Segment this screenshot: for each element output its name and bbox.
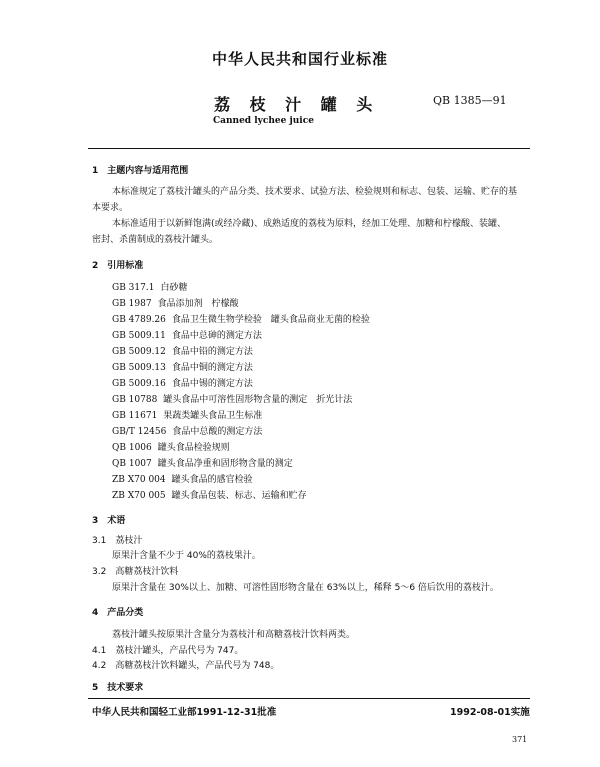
- section-4-para: 荔枝汁罐头按原果汁含量分为荔枝汁和高糖荔枝汁饮料两类。: [112, 630, 356, 640]
- term-3-2-definition: 原果汁含量在 30%以上、加糖、可溶性固形物含量在 63%以上，稀释 5～6 倍后饮用的荔枝汁。: [112, 583, 499, 593]
- section-1-heading: 1 主题内容与适用范围: [92, 166, 189, 176]
- reference-item: GB 10788 罐头食品中可溶性固形物含量的测定 折光计法: [112, 395, 353, 405]
- section-1-para-2-cont: 密封、杀菌制成的荔枝汁罐头。: [92, 235, 219, 245]
- english-title: Canned lychee juice: [213, 116, 314, 126]
- document-title: 荔 枝 汁 罐 头: [214, 95, 380, 114]
- reference-item: GB 11671 果蔬类罐头食品卫生标准: [112, 411, 263, 421]
- section-2-heading: 2 引用标准: [92, 261, 144, 271]
- reference-item: ZB X70 005 罐头食品包装、标志、运输和贮存: [112, 491, 307, 501]
- section-1-para-2: 本标准适用于以新鲜饱满(或经冷藏)、成熟适度的荔枝为原料，经加工处理、加糖和柠檬酸、装罐、: [112, 219, 507, 229]
- reference-item: GB 5009.11 食品中总砷的测定方法: [112, 331, 262, 341]
- reference-item: GB/T 12456 食品中总酸的测定方法: [112, 427, 263, 437]
- reference-item: ZB X70 004 罐头食品的感官检验: [112, 475, 253, 485]
- item-4-2: 4.2 高糖荔枝汁饮料罐头，产品代号为 748。: [92, 661, 280, 671]
- term-3-1-definition: 原果汁含量不少于 40%的荔枝果汁。: [112, 551, 261, 561]
- term-3-2-title: 3.2 高糖荔枝汁饮料: [92, 567, 179, 577]
- standard-code: QB 1385—91: [433, 94, 507, 107]
- reference-item: GB 5009.16 食品中锡的测定方法: [112, 379, 253, 389]
- standard-header: 中华人民共和国行业标准: [211, 50, 388, 68]
- bottom-rule: [88, 698, 530, 699]
- reference-item: GB 5009.12 食品中铅的测定方法: [112, 347, 253, 357]
- reference-item: GB 1987 食品添加剂 柠檬酸: [112, 299, 239, 309]
- page-number: 371: [512, 735, 528, 744]
- section-1-para-1-cont: 本要求。: [92, 203, 129, 213]
- approval-line: 中华人民共和国轻工业部1991-12-31批准: [92, 707, 277, 718]
- section-5-heading: 5 技术要求: [92, 683, 144, 693]
- reference-item: QB 1007 罐头食品净重和固形物含量的测定: [112, 459, 293, 469]
- reference-item: GB 4789.26 食品卫生微生物学检验 罐头食品商业无菌的检验: [112, 315, 370, 325]
- term-3-1-title: 3.1 荔枝汁: [92, 536, 143, 546]
- section-1-para-1: 本标准规定了荔枝汁罐头的产品分类、技术要求、试验方法、检验规则和标志、包装、运输、贮存的基: [112, 187, 518, 197]
- section-4-heading: 4 产品分类: [92, 608, 144, 618]
- implementation-date: 1992-08-01实施: [450, 707, 530, 718]
- top-rule: [88, 148, 530, 149]
- reference-item: GB 5009.13 食品中铜的测定方法: [112, 363, 253, 373]
- reference-item: QB 1006 罐头食品检验规则: [112, 443, 230, 453]
- item-4-1: 4.1 荔枝汁罐头，产品代号为 747。: [92, 646, 244, 656]
- reference-item: GB 317.1 白砂糖: [112, 283, 188, 293]
- section-3-heading: 3 术语: [92, 516, 126, 526]
